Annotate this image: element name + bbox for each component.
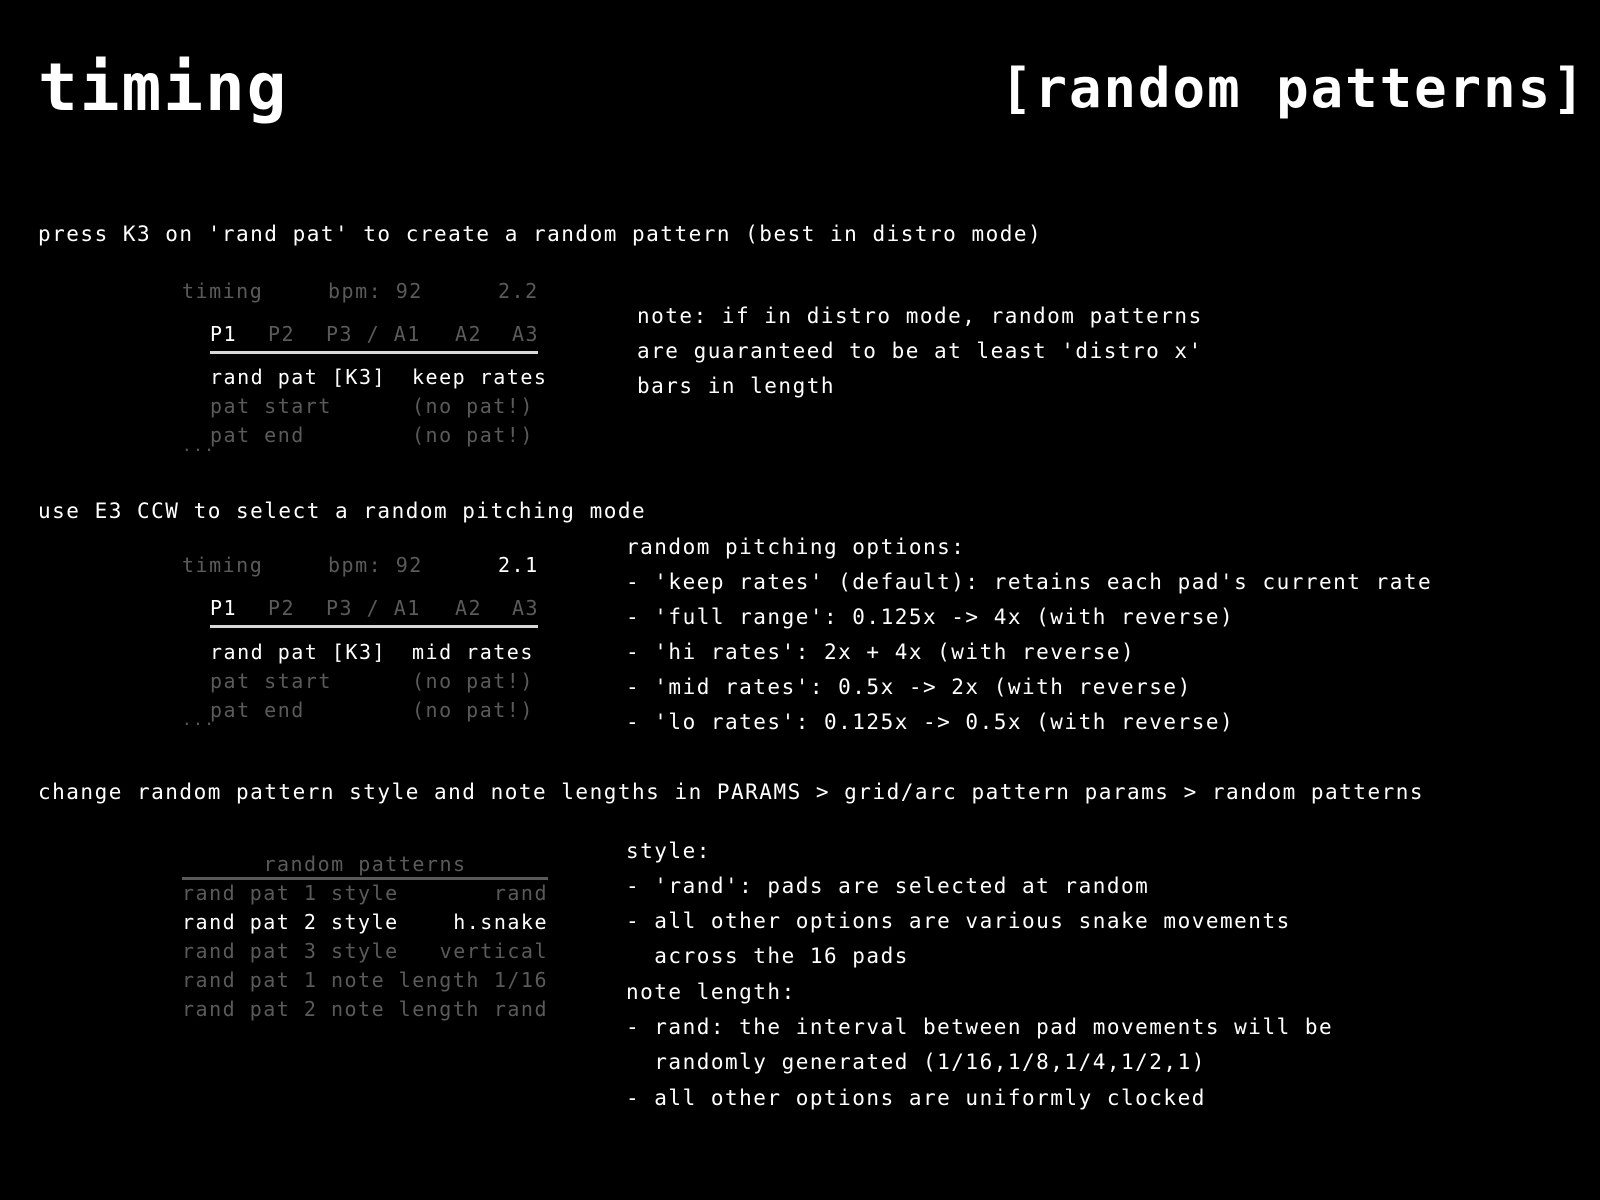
note-line-3: bars in length xyxy=(637,374,836,398)
row-rand-pat-value: keep rates xyxy=(412,365,548,389)
info-line: - all other options are uniformly clocked xyxy=(626,1086,1206,1110)
info-line: randomly generated (1/16,1/8,1/4,1/2,1) xyxy=(626,1050,1206,1074)
param-rand-pat-1-note-length[interactable]: rand pat 1 note length xyxy=(182,968,480,992)
tab-a2[interactable]: A2 xyxy=(455,322,483,346)
instruction-1: press K3 on 'rand pat' to create a random pattern (best in distro mode) xyxy=(38,222,1043,246)
info-line: - 'rand': pads are selected at random xyxy=(626,874,1150,898)
tab-underline xyxy=(210,351,538,354)
option-full-range: - 'full range': 0.125x -> 4x (with reverse) xyxy=(626,605,1235,629)
instruction-2: use E3 CCW to select a random pitching mode xyxy=(38,499,647,523)
row-pat-start-value: (no pat!) xyxy=(412,669,534,693)
row-rand-pat[interactable]: rand pat [K3] xyxy=(210,640,387,664)
info-note-length-heading: note length: xyxy=(626,980,796,1004)
row-pat-start-value: (no pat!) xyxy=(412,394,534,418)
row-rand-pat-value: mid rates xyxy=(412,640,534,664)
option-hi-rates: - 'hi rates': 2x + 4x (with reverse) xyxy=(626,640,1136,664)
row-pat-end-value: (no pat!) xyxy=(412,423,534,447)
bpm-readout: bpm: 92 xyxy=(328,279,423,303)
info-line: across the 16 pads xyxy=(626,944,909,968)
tab-a2[interactable]: A2 xyxy=(455,596,483,620)
bpm-readout: bpm: 92 xyxy=(328,553,423,577)
tab-a3[interactable]: A3 xyxy=(512,596,540,620)
tab-p1[interactable]: P1 xyxy=(210,596,238,620)
param-rand-pat-1-style-value: rand xyxy=(493,881,548,905)
info-line: - rand: the interval between pad movements will be xyxy=(626,1015,1334,1039)
param-rand-pat-1-note-length-value: 1/16 xyxy=(493,968,548,992)
heading-underline xyxy=(182,877,548,880)
page-indicator: 2.2 xyxy=(498,279,539,303)
param-rand-pat-3-style[interactable]: rand pat 3 style xyxy=(182,939,399,963)
more-ellipsis: ... xyxy=(182,436,216,455)
option-mid-rates: - 'mid rates': 0.5x -> 2x (with reverse) xyxy=(626,675,1192,699)
tab-p2[interactable]: P2 xyxy=(268,596,296,620)
options-heading: random pitching options: xyxy=(626,535,966,559)
row-pat-start[interactable]: pat start xyxy=(210,669,332,693)
page-subtitle: [random patterns] xyxy=(1000,57,1587,120)
tab-p3-a1[interactable]: P3 / A1 xyxy=(326,596,421,620)
param-rand-pat-3-style-value: vertical xyxy=(439,939,548,963)
row-rand-pat[interactable]: rand pat [K3] xyxy=(210,365,387,389)
tab-p3-a1[interactable]: P3 / A1 xyxy=(326,322,421,346)
param-rand-pat-2-note-length[interactable]: rand pat 2 note length xyxy=(182,997,480,1021)
row-pat-end[interactable]: pat end xyxy=(210,423,305,447)
more-ellipsis: ... xyxy=(182,710,216,729)
tab-a3[interactable]: A3 xyxy=(512,322,540,346)
note-line-2: are guaranteed to be at least 'distro x' xyxy=(637,339,1203,363)
option-lo-rates: - 'lo rates': 0.125x -> 0.5x (with reverse) xyxy=(626,710,1235,734)
row-pat-end[interactable]: pat end xyxy=(210,698,305,722)
param-rand-pat-1-style[interactable]: rand pat 1 style xyxy=(182,881,399,905)
tab-p1[interactable]: P1 xyxy=(210,322,238,346)
info-line: - all other options are various snake movements xyxy=(626,909,1291,933)
params-heading: random patterns xyxy=(263,852,467,876)
row-pat-end-value: (no pat!) xyxy=(412,698,534,722)
tab-underline xyxy=(210,625,538,628)
page-indicator: 2.1 xyxy=(498,553,539,577)
param-rand-pat-2-style-value: h.snake xyxy=(453,910,548,934)
note-line-1: note: if in distro mode, random patterns xyxy=(637,304,1203,328)
screen-label: timing xyxy=(182,279,264,303)
screen-label: timing xyxy=(182,553,264,577)
tab-p2[interactable]: P2 xyxy=(268,322,296,346)
info-style-heading: style: xyxy=(626,839,711,863)
param-rand-pat-2-note-length-value: rand xyxy=(493,997,548,1021)
row-pat-start[interactable]: pat start xyxy=(210,394,332,418)
instruction-3: change random pattern style and note lengths in PARAMS > grid/arc pattern params > random patterns xyxy=(38,780,1425,804)
param-rand-pat-2-style[interactable]: rand pat 2 style xyxy=(182,910,399,934)
page-title: timing xyxy=(38,49,289,126)
option-keep-rates: - 'keep rates' (default): retains each pad's current rate xyxy=(626,570,1433,594)
